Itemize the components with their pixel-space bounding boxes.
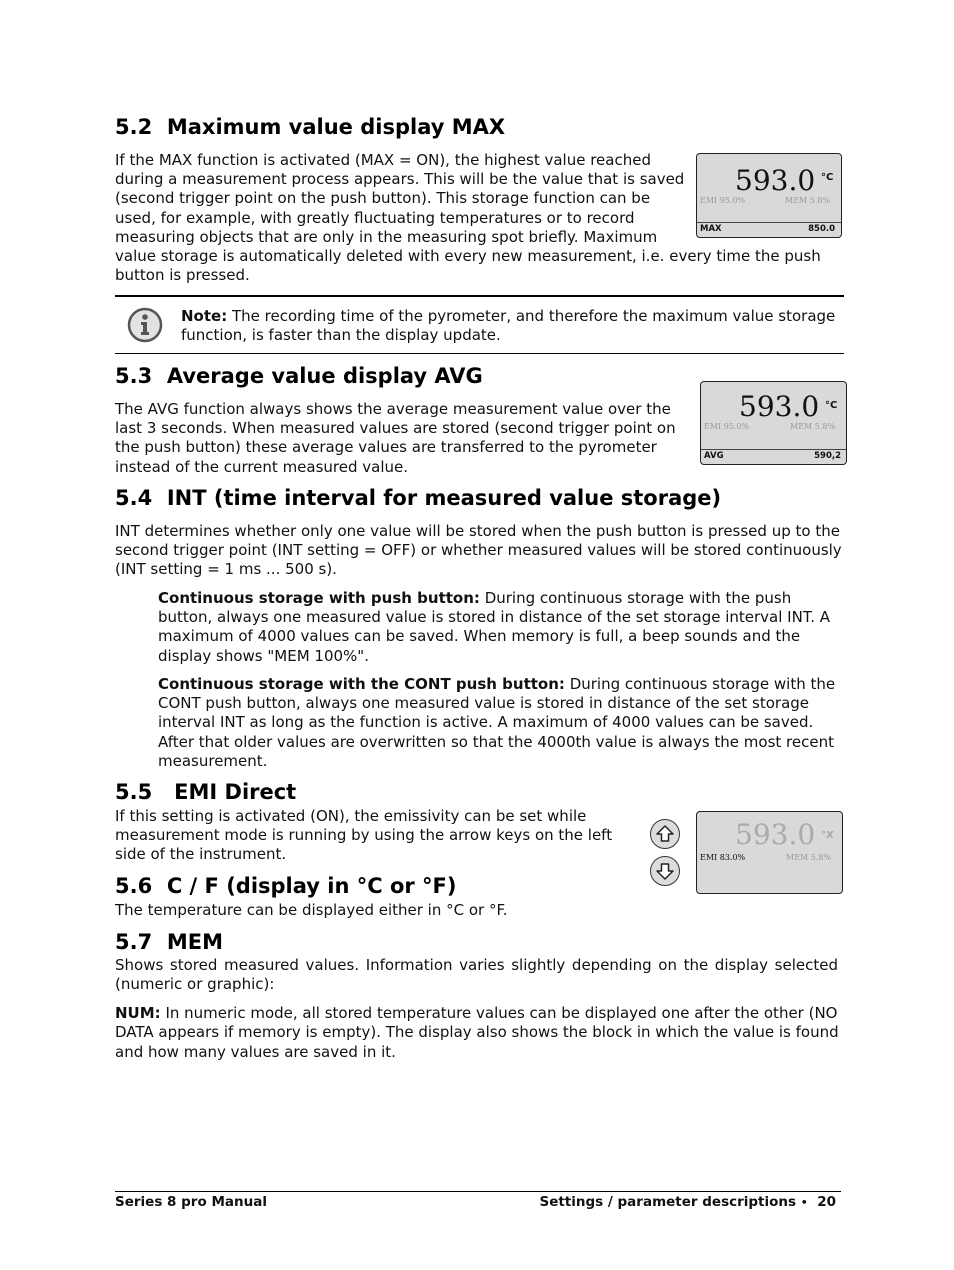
s55-line-0: If this setting is activated (ON), the emissivity can be set while	[115, 807, 587, 825]
footer-page-number: 20	[817, 1194, 836, 1210]
section-heading-5-6	[115, 874, 457, 898]
note-line-1	[181, 307, 835, 326]
max-display-illustration	[696, 153, 842, 238]
display-unit: °C	[821, 172, 834, 183]
para1-text-0: During continuous storage with the push	[479, 589, 792, 607]
para1-label: Continuous storage with push button:	[158, 589, 480, 607]
heading-number: 5.7	[115, 930, 153, 954]
num-text-0: In numeric mode, all stored temperature values can be displayed one after the other (NO	[160, 1004, 838, 1022]
display-emi: EMI 83.0%	[700, 853, 746, 862]
s54-para1-line-3: display shows "MEM 100%".	[158, 647, 369, 665]
s55-line-1: measurement mode is running by using the arrow keys on the left	[115, 826, 613, 844]
s57-num-line-1: DATA appears if memory is empty). The display also shows the block in which the value is found	[115, 1023, 839, 1041]
display-mem: MEM 5.8%	[786, 853, 832, 862]
para2-text-0: During continuous storage with the	[564, 675, 836, 693]
s56-body: The temperature can be displayed either in °C or °F.	[115, 901, 508, 919]
heading-text: MEM	[166, 930, 223, 954]
s52-line-1: during a measurement process appears. This will be the value that is saved	[115, 170, 685, 188]
s54-line-0: INT determines whether only one value will be stored when the push button is pressed up to the	[115, 522, 840, 540]
s55-line-2: side of the instrument.	[115, 845, 287, 863]
display-status-bar	[697, 222, 841, 235]
section-heading-5-7	[115, 930, 223, 954]
display-value: 593.0	[735, 818, 816, 851]
arrow-up-icon	[650, 819, 680, 849]
footer-section-title	[539, 1194, 836, 1210]
s52-line-4: measuring objects that are only in the measuring spot briefly. Maximum	[115, 228, 658, 246]
heading-text: C / F (display in °C or °F)	[166, 874, 457, 898]
display-status-bar	[701, 449, 846, 462]
heading-number: 5.4	[115, 486, 153, 510]
heading-number: 5.2	[115, 115, 153, 139]
num-label: NUM:	[115, 1004, 161, 1022]
display-mode: AVG	[704, 451, 724, 461]
note-text-1: The recording time of the pyrometer, and therefore the maximum value storage	[227, 307, 836, 325]
s54-para2-line-4: measurement.	[158, 752, 268, 770]
s54-para2-line-2: interval INT as long as the function is active. A maximum of 4000 values can be saved.	[158, 713, 814, 731]
s52-line-0: If the MAX function is activated (MAX = ON), the highest value reached	[115, 151, 651, 169]
s53-line-3: instead of the current measured value.	[115, 458, 409, 476]
s53-line-2: the push button) these average values are transferred to the pyrometer	[115, 438, 657, 456]
note-top-rule	[115, 295, 844, 297]
s57-num-line-2: and how many values are saved in it.	[115, 1043, 396, 1061]
heading-text: Average value display AVG	[166, 364, 483, 388]
display-emi: EMI 95.0%	[700, 196, 746, 205]
section-heading-5-2	[115, 115, 505, 139]
display-unit: °X	[821, 830, 834, 841]
section-heading-5-4	[115, 486, 721, 510]
s54-para2-line-3: After that older values are overwritten so that the 4000th value is always the most recent	[158, 733, 834, 751]
display-mem: MEM 5.8%	[790, 422, 836, 431]
display-unit: °C	[825, 400, 838, 411]
display-mode: MAX	[700, 224, 722, 234]
s54-para2-line-1: CONT push button, always one measured value is stored in distance of the set storage	[158, 694, 810, 712]
s57-num-line-0	[115, 1004, 838, 1023]
section-heading-5-5	[115, 780, 296, 804]
footer-section-text: Settings / parameter descriptions	[539, 1194, 797, 1210]
s52-line-2: (second trigger point on the push button). This storage function can be	[115, 189, 651, 207]
para2-label: Continuous storage with the CONT push button:	[158, 675, 565, 693]
arrow-down-icon	[650, 856, 680, 886]
heading-number: 5.6	[115, 874, 153, 898]
s54-line-2: (INT setting = 1 ms ... 500 s).	[115, 560, 337, 578]
heading-number: 5.3	[115, 364, 153, 388]
note-line-2: function, is faster than the display update.	[181, 326, 501, 344]
section-heading-5-3	[115, 364, 483, 388]
display-emi: EMI 95.0%	[704, 422, 750, 431]
footer-bullet: •	[800, 1196, 808, 1209]
s54-line-1: second trigger point (INT setting = OFF) or whether measured values will be stored continuously	[115, 541, 842, 559]
note-bottom-rule	[115, 353, 844, 354]
display-mem: MEM 5.8%	[785, 196, 831, 205]
s57-line-1: (numeric or graphic):	[115, 975, 275, 993]
s54-para2-line-0	[158, 675, 835, 694]
display-value: 593.0	[735, 164, 816, 197]
s52-line-6: button is pressed.	[115, 266, 250, 284]
s52-line-3: used, for example, with greatly fluctuating temperatures or to record	[115, 209, 635, 227]
heading-number: 5.5	[115, 780, 153, 804]
s52-line-5: value storage is automatically deleted with every new measurement, i.e. every time the push	[115, 247, 821, 265]
s54-para1-line-0	[158, 589, 791, 608]
display-reading: 850.0	[808, 224, 835, 234]
s57-line-0: Shows stored measured values. Information varies slightly depending on the display selected	[115, 956, 838, 974]
footer-manual-title: Series 8 pro Manual	[115, 1194, 267, 1210]
heading-text: EMI Direct	[174, 780, 297, 804]
s54-para1-line-1: button, always one measured value is stored in distance of the set storage interval INT. A	[158, 608, 831, 626]
heading-text: INT (time interval for measured value storage)	[166, 486, 722, 510]
s54-para1-line-2: maximum of 4000 values can be saved. When memory is full, a beep sounds and the	[158, 627, 801, 645]
note-label: Note:	[181, 307, 228, 325]
info-icon	[127, 307, 163, 343]
heading-text: Maximum value display MAX	[166, 115, 506, 139]
emi-direct-display-illustration	[696, 811, 843, 894]
display-value: 593.0	[739, 390, 820, 423]
avg-display-illustration	[700, 381, 847, 465]
display-reading: 590,2	[814, 451, 841, 461]
s53-line-0: The AVG function always shows the average measurement value over the	[115, 400, 671, 418]
footer-rule	[115, 1191, 841, 1192]
s53-line-1: last 3 seconds. When measured values are stored (second trigger point on	[115, 419, 676, 437]
